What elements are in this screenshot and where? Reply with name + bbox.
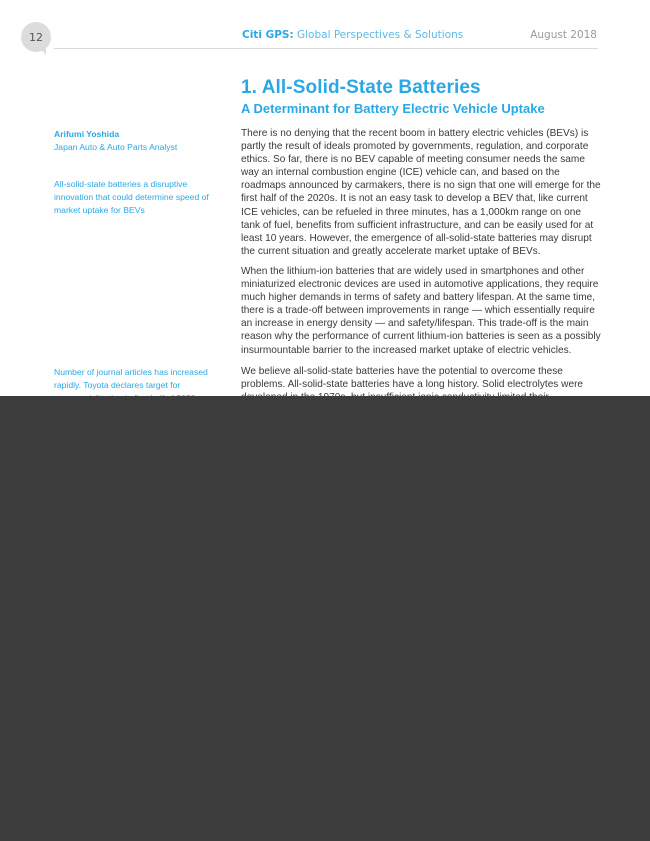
chapter-title: 1. All-Solid-State Batteries [241, 77, 481, 98]
author-role: Japan Auto & Auto Parts Analyst [54, 142, 178, 152]
header-divider [54, 48, 598, 49]
brand-name: Citi GPS: [242, 29, 294, 41]
header-date: August 2018 [530, 29, 597, 41]
body-paragraph: When the lithium-ion batteries that are widely used in smartphones and other miniaturized electronic devices are used in automotive applications, they require much higher demands in terms of safety and battery lifespan. At the same time, there is a trade-off between improvements in range — which essentially require an increase in energy density — and safety/lifespan. This trade-off is the main reason why the performance of current lithium-ion batteries is seen as a possibly insurmountable barrier to the increased market uptake of electric vehicles. [241, 266, 601, 356]
brand-tagline: Global Perspectives & Solutions [293, 29, 464, 41]
page-badge-tail [37, 44, 46, 55]
header-brand [242, 29, 463, 41]
body-paragraph: There is no denying that the recent boom in battery electric vehicles (BEVs) is partly the result of ideals promoted by governments, regulation, and corporate ethics. So far, there is no BEV capable of meeting consumer needs the same way an internal combustion engine (ICE) vehicle can, and based on the roadmaps announced by carmakers, there is no sign that one will emerge for the first half of the 2020s. It is not an easy task to develop a BEV that, like current ICE vehicles, can be refueled in three minutes, has a 1,000km range on one tank of fuel, benefits from sufficient infrastructure, and can be easily used for at least 10 years. However, the emergence of all-solid-state batteries may disrupt the current situation and greatly accelerate market uptake of BEVs. [241, 128, 601, 257]
author-block [54, 128, 214, 154]
author-name: Arifumi Yoshida [54, 129, 120, 139]
chapter-subtitle: A Determinant for Battery Electric Vehicle Uptake [241, 101, 545, 116]
page-number-badge [21, 22, 51, 52]
page-number: 12 [29, 30, 43, 44]
sidebar-note: All-solid-state batteries a disruptive innovation that could determine speed of market uptake for BEVs [54, 179, 209, 215]
dark-overlay [0, 396, 650, 841]
body-paragraph: We believe all-solid-state batteries have the potential to overcome these problems. All-solid-state batteries have a long history. Solid electrolytes were [241, 366, 584, 391]
sidebar-note: Number of journal articles has increased rapidly. Toyota declares target for [54, 367, 208, 390]
